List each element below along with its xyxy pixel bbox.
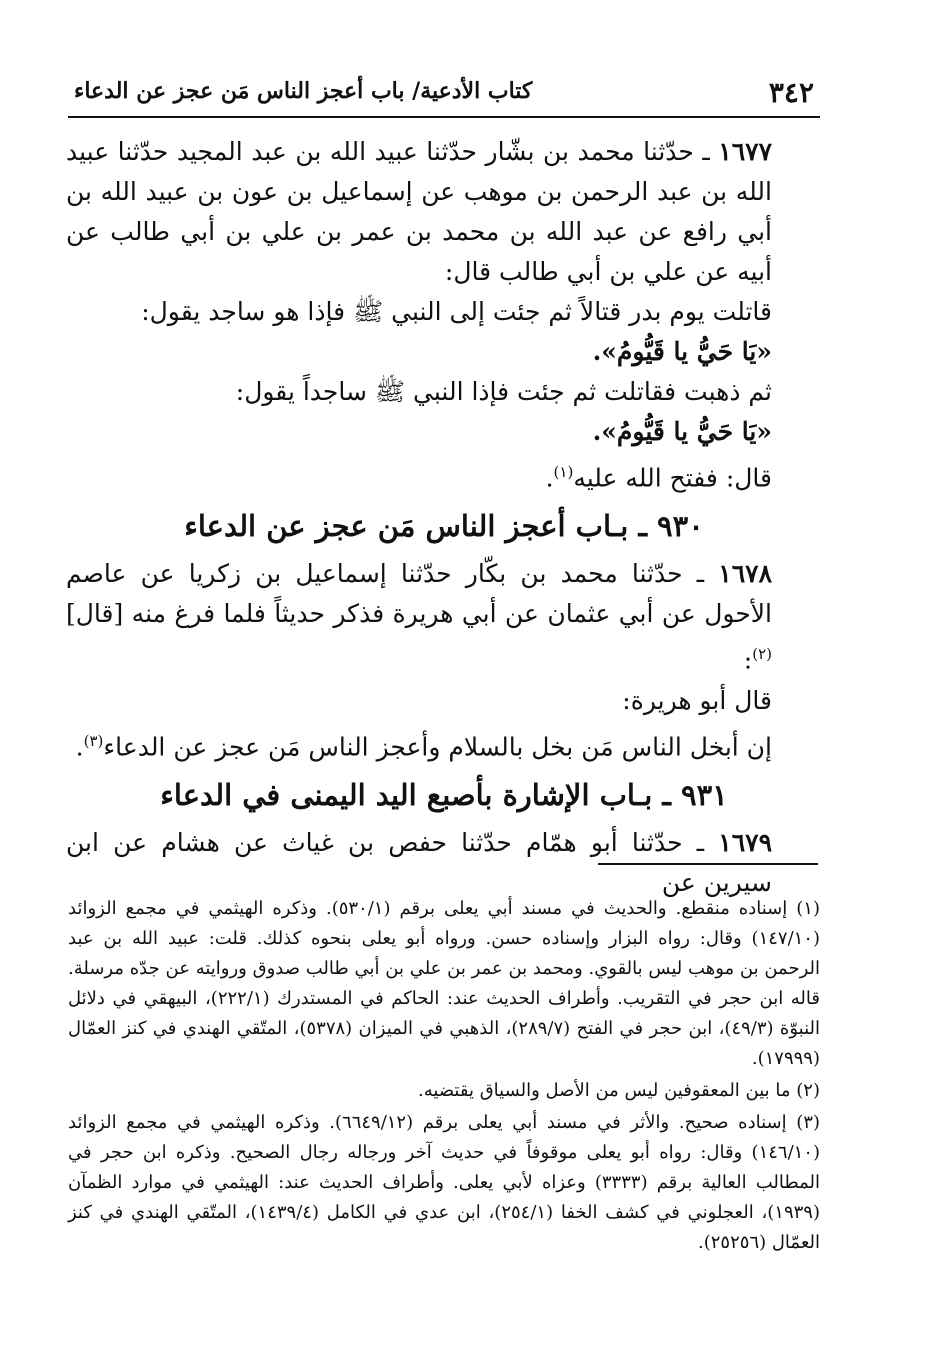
page-number: ٣٤٢ — [768, 76, 814, 109]
chapter-heading: ٩٣١ ـ بـاب الإشارة بأصبع اليد اليمنى في الدعاء — [160, 777, 728, 812]
punctuation: : — [743, 645, 753, 675]
running-title: كتاب الأدعية/ باب أعجز الناس مَن عجز عن الدعاء — [74, 78, 533, 104]
dua-text: «يَا حَيُّ يا قَيُّومُ». — [592, 417, 772, 446]
chapter-heading: ٩٣٠ ـ بـاب أعجز الناس مَن عجز عن الدعاء — [184, 509, 704, 544]
footnote-separator — [598, 863, 818, 865]
footnote-marker: (٣) — [796, 1112, 820, 1133]
footnote-text: إسناده منقطع. والحديث في مسند أبي يعلى برقم (٥٣٠/١). وذكره الهيثمي في مجمع الزوائد (١٤٧/١٠) وقال: رواه البزار وإسناده حسن. ورواه أبو يعلى بنحوه كذلك. قلت: عبيد الله بن عبد الرحمن بن موهب ليس بالقوي. ومحمد بن عمر بن علي بن أبي طالب صدوق وروايته عن جدّه مرسلة. قاله ابن حجر في التقريب. وأطراف الحديث عند: الحاكم في المستدرك (٢٢٢/١)، البيهقي في دلائل النبوّة (٤٩/٣)، ابن حجر في الفتح (٢٨٩/٧)، الذهبي في الميزان (٥٣٧٨)، المتّقي الهندي في كنز العمّال (١٧٩٩٩). — [68, 898, 821, 1069]
hadith-isnad: ـ حدّثنا محمد بن بكّار حدّثنا إسماعيل بن زكريا عن عاصم الأحول عن أبي عثمان عن أبي هريرة فذكر حديثاً فلما فرغ منه [قال] — [66, 559, 772, 629]
hadith-isnad: ـ حدّثنا أبو همّام حدّثنا حفص بن غياث عن هشام عن ابن سيرين عن — [66, 827, 772, 897]
footnotes — [68, 894, 820, 1260]
main-text — [66, 132, 822, 903]
footnote-marker: (٢) — [796, 1080, 820, 1101]
narration-line: قال أبو هريرة: — [622, 685, 772, 715]
hadith-isnad: ـ حدّثنا محمد بن بشّار حدّثنا عبيد الله بن عبد المجيد حدّثنا عبيد الله بن عبد الرحمن بن موهب عن إسماعيل بن عون بن عبيد الله بن أبي رافع عن عبد الله بن محمد بن عمر بن علي بن أبي طالب عن أبيه عن علي بن أبي طالب قال: — [66, 137, 772, 286]
footnote-3 — [68, 1108, 820, 1258]
narration-text: إن أبخل الناس مَن بخل بالسلام وأعجز الناس مَن عجز عن الدعاء — [103, 731, 772, 761]
footnote-text: ما بين المعقوفين ليس من الأصل والسياق يقتضيه. — [418, 1080, 791, 1101]
hadith-1678 — [66, 554, 822, 680]
hadith-number: ١٦٧٨ — [718, 559, 772, 589]
hadith-1677 — [66, 132, 822, 292]
footnote-1 — [68, 894, 820, 1074]
narration-text: قال: ففتح الله عليه — [573, 463, 772, 493]
footnote-ref[interactable]: (١) — [553, 463, 574, 481]
page-header — [68, 72, 820, 118]
footnote-ref[interactable]: (٢) — [752, 645, 772, 664]
narration-line: قاتلت يوم بدر قتالاً ثم جئت إلى النبي ﷺ فإذا هو ساجد يقول: — [141, 297, 772, 326]
dua-text: «يَا حَيُّ يا قَيُّومُ». — [592, 337, 772, 366]
footnote-marker: (١) — [796, 898, 820, 919]
footnote-2 — [68, 1076, 820, 1106]
punctuation: . — [545, 463, 554, 493]
narration-line: ثم ذهبت فقاتلت ثم جئت فإذا النبي ﷺ ساجداً يقول: — [235, 377, 772, 406]
narration-line — [66, 721, 822, 767]
narration-line — [66, 452, 822, 498]
punctuation: . — [75, 731, 84, 761]
footnote-ref[interactable]: (٣) — [83, 731, 104, 750]
footnote-text: إسناده صحيح. والأثر في مسند أبي يعلى برقم (٦٦٤٩/١٢). وذكره الهيثمي في مجمع الزوائد (١٤٦/١٠) وقال: رواه أبو يعلى موقوفاً في حديث آخر ورجاله رجال الصحيح. وذكره ابن حجر في المطالب العالية برقم (٣٣٣٣) وعزاه لأبي يعلى. وأطراف الحديث عند: الهيثمي في موارد الظمآن (١٩٣٩)، العجلوني في كشف الخفا (٢٥٤/١)، ابن عدي في الكامل (١٤٣٩/٤)، المتّقي الهندي في كنز العمّال (٢٥٢٥٦). — [68, 1112, 820, 1253]
hadith-number: ١٦٧٧ — [718, 137, 772, 166]
hadith-number: ١٦٧٩ — [718, 827, 772, 857]
